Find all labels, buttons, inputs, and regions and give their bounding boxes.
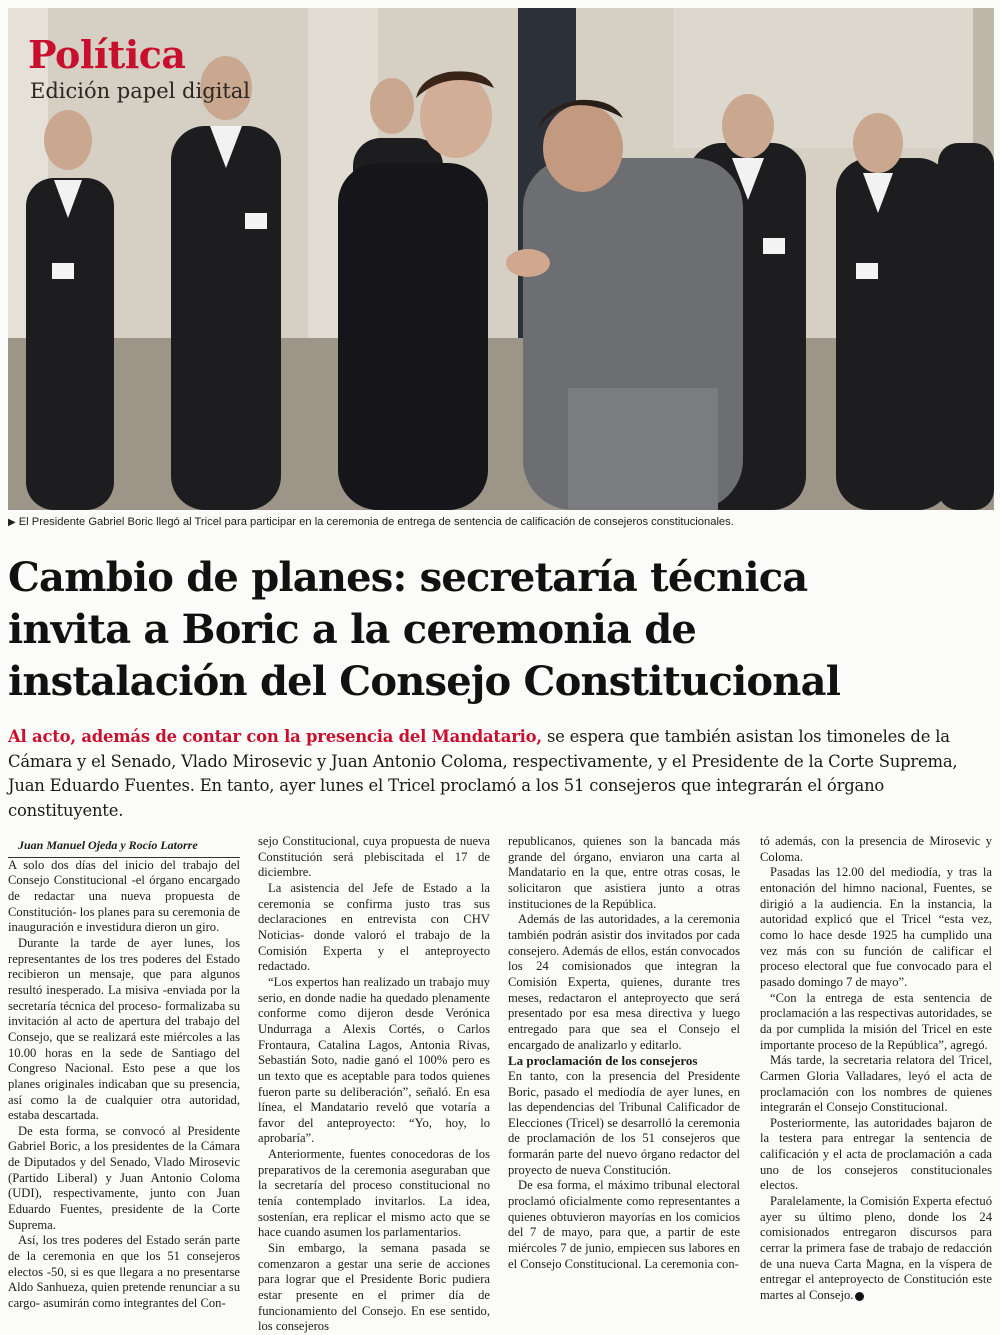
paragraph-final [760,1194,992,1304]
lead-highlight: Al acto, además de contar con la presencia del Mandatario, [8,727,542,746]
paragraph: republicanos, quienes son la bancada más grande del órgano, enviaron una carta al Mandatario en la que, entre otras cosas, le solicitaron que asistiera junto a otras instituciones de la República. [508,834,740,911]
end-mark-icon [855,1292,864,1301]
caption-text: El Presidente Gabriel Boric llegó al Tricel para participar en la ceremonia de entrega de sentencia de calificación de consejeros constitucionales. [18,516,734,528]
section-title: Política [28,32,186,77]
paragraph: “Con la entrega de esta sentencia de proclamación a las respectivas autoridades, se da por cumplida la misión del Tricel en este importante proceso de la República”, agregó. [760,990,992,1052]
headline-line-3: instalación del Consejo Constitucional [8,658,841,705]
headline [8,552,994,708]
caption-arrow-icon: ▶ [8,517,16,528]
edition-label: Edición papel digital [30,79,251,103]
paragraph: Sin embargo, la semana pasada se comenzaron a gestar una serie de acciones para lograr que el Presidente Boric pudiera estar presente en el primer día de funcionamiento del Consejo. En ese sentido, los consejeros [258,1241,490,1334]
paragraph: “Los expertos han realizado un trabajo muy serio, en donde nadie ha quedado plenamente conforme como dijeron desde Verónica Undurraga a Alexis Cortés, o Carlos Frontaura, Catalina Lagos, Antonia Rivas, Sebastián Soto, nadie ganó el 100% pero es un texto que es aceptable para todos quienes fueron parte su deliberación”, señaló. En esa línea, el Mandatario reveló que votaría a favor del anteproyecto: “Yo, hoy, lo aprobaría”. [258,974,490,1146]
photo-caption [8,514,994,531]
paragraph: Además de las autoridades, a la ceremonia también podrán asistir dos invitados por cada consejero. Además de ellos, están convocados los 24 comisionados que integran la Comisión Experta, quienes, durante tres meses, redactaron el anteproyecto que será presentado por esa mesa directiva y luego entregado para que sea el Consejo el encargado de analizarlo y editarlo. [508,912,740,1052]
byline: Juan Manuel Ojeda y Rocío Latorre [8,838,240,858]
paragraph: Pasadas las 12.00 del mediodía, y tras la entonación del himno nacional, Fuentes, se dirigió a la audiencia. En la instancia, la autoridad explicó que el Tricel “esta vez, como lo hace desde 1925 ha cumplido una vez más con su función de calificar el proceso electoral que fue convocado para el pasado domingo 7 de mayo”. [760,865,992,989]
paragraph-text: Paralelamente, la Comisión Experta efectuó ayer su último pleno, donde los 24 comisionados entregaron discursos para cerrar la primera fase de trabajo de redacción de una nueva Carta Magna, en la víspera de entregar el anteproyecto de Constitución este martes al Consejo. [760,1194,992,1303]
paragraph: tó además, con la presencia de Mirosevic y Coloma. [760,834,992,864]
paragraph: A solo dos días del inicio del trabajo del Consejo Constitucional -el órgano encargado de redactar una nueva propuesta de Constitución- los planes para su ceremonia de inauguración e investidura dieron un giro. [8,857,240,935]
body-column-2 [258,834,490,1335]
paragraph: sejo Constitucional, cuya propuesta de nueva Constitución será plebiscitada el 17 de diciembre. [258,834,490,880]
paragraph: Durante la tarde de ayer lunes, los representantes de los tres poderes del Estado recibieron un mensaje, que para algunos resultó inesperado. La misiva -enviada por la secretaría técnica del proceso- formalizaba su invitación al acto de apertura del trabajo del Consejo, que se realizará este miércoles a las 10.00 horas en la sede de Santiago del Congreso Nacional. Esto pese a que los planes originales indicaban que su presencia, así como la de cualquier otra autoridad, estaba descartada. [8,935,240,1123]
paragraph: Así, los tres poderes del Estado serán parte de la ceremonia en que los 51 consejeros electos -50, si es que llegara a no presentarse Aldo Sanhueza, quien pretende renunciar a su cargo- asumirán como integrantes del Con- [8,1233,240,1311]
paragraph: La asistencia del Jefe de Estado a la ceremonia se confirma justo tras sus declaraciones en entrevista con CHV Noticias- donde valoró el trabajo de la Comisión Experta y el anteproyecto redactado. [258,880,490,974]
body-column-1 [8,838,240,1312]
paragraph: Anteriormente, fuentes conocedoras de los preparativos de la ceremonia aseguraban que la secretaría del proceso constitucional no tenía contemplado invitarlos. La idea, sostenían, era replicar el mismo acto que se hace cuando asumen los parlamentarios. [258,1147,490,1240]
paragraph: Posteriormente, las autoridades bajaron de la testera para entregar la sentencia de calificación y el acta de proclamación a cada uno de los consejeros constitucionales electos. [760,1115,992,1193]
subheading: La proclamación de los consejeros [508,1053,698,1069]
body-column-3 [508,834,740,1272]
headline-line-2: invita a Boric a la ceremonia de [8,606,697,653]
paragraph: De esa forma, el máximo tribunal electoral proclamó oficialmente como representantes a quienes obtuvieron mayorías en los comicios del 7 de mayo, para que, a partir de este miércoles 7 de junio, empiecen sus labores en el Consejo Constitucional. La ceremonia con- [508,1178,740,1271]
headline-line-1: Cambio de planes: secretaría técnica [8,554,808,601]
lead-text: se espera que también asistan los timoneles de la Cámara y el Senado, Vlado Mirosevic y Juan Antonio Coloma, respectivamente, y el Presidente de la Corte Suprema, Juan Eduardo Fuentes. En tanto, ayer lunes el Tricel proclamó a los 51 consejeros que integrarán el órgano constituyente. [8,727,958,820]
ceremony-photo [8,8,994,510]
lead-paragraph [8,725,994,823]
paragraph: Más tarde, la secretaria relatora del Tricel, Carmen Gloria Valladares, leyó el acta de proclamación con los nombres de quienes integrarán el Consejo Constitucional. [760,1053,992,1115]
paragraph: De esta forma, se convocó al Presidente Gabriel Boric, a los presidentes de la Cámara de Diputados y del Senado, Vlado Mirosevic (Partido Liberal) y Juan Antonio Coloma (UDI), respectivamente, junto con Juan Eduardo Fuentes, presidente de la Corte Suprema. [8,1123,240,1232]
body-column-4 [760,834,992,1304]
paragraph: En tanto, con la presencia del Presidente Boric, pasado el mediodía de ayer lunes, en las dependencias del Tribunal Calificador de Elecciones (Tricel) se desarrolló la ceremonia de proclamación de los 51 consejeros que formarán parte del nuevo órgano redactor del proyecto de nueva Constitución. [508,1068,740,1177]
